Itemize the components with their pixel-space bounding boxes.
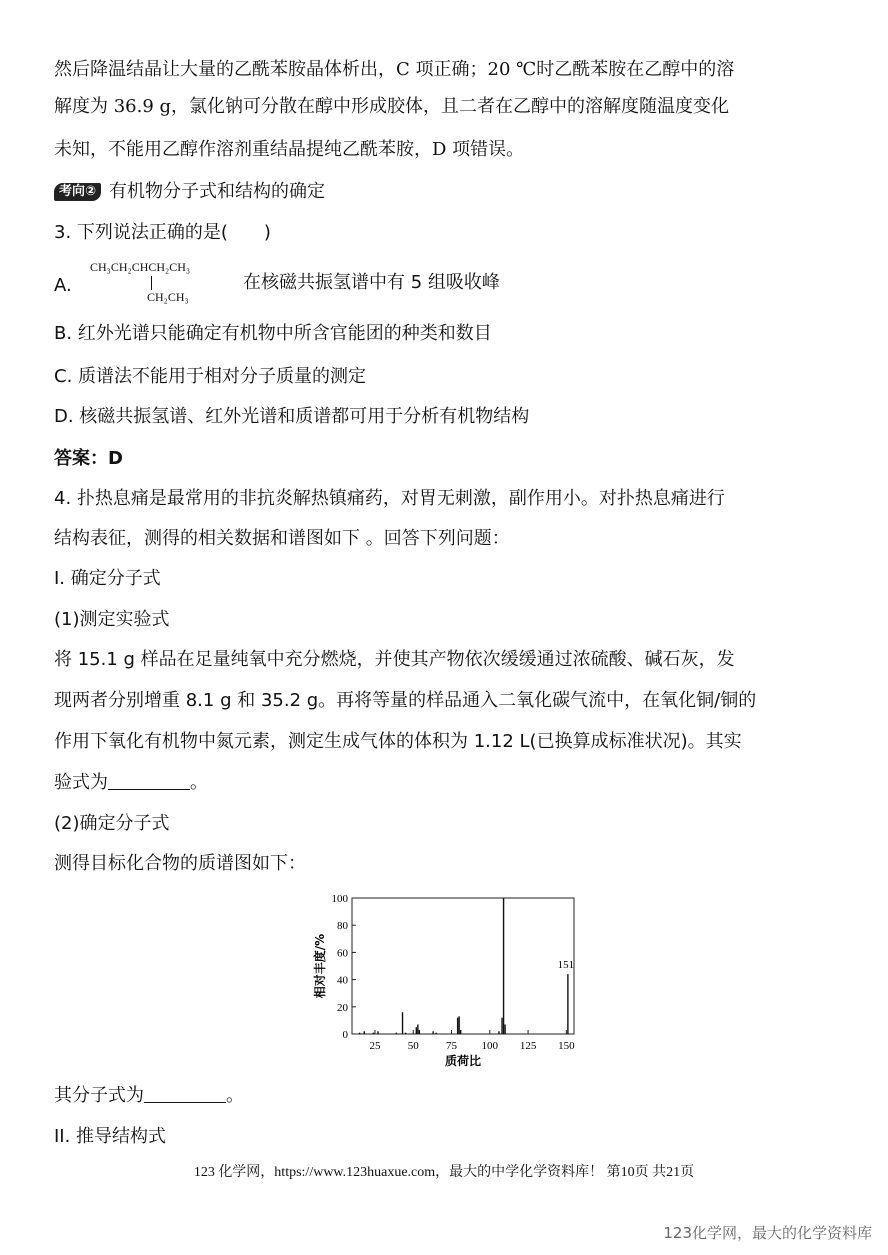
option-c: C. 质谱法不能用于相对分子质量的测定 [54, 366, 367, 387]
page-footer: 123 化学网，https://www.123huaxue.com，最大的中学化学资料库！ 第10页 共21页 [193, 1165, 695, 1180]
mass-spectrum-chart [310, 886, 590, 1071]
empirical-formula-prompt: 验式为 [54, 772, 108, 793]
answer: 答案：D [54, 448, 123, 469]
x-tick-label: 100 [481, 1040, 499, 1052]
chart-intro: 测得目标化合物的质谱图如下： [54, 853, 306, 874]
section-tag: 考向② [54, 183, 101, 201]
question-3: 3. 下列说法正确的是( ) [54, 222, 271, 243]
y-tick-label: 20 [337, 1001, 348, 1014]
molecular-formula-prompt: 其分子式为 [54, 1085, 144, 1106]
question-4-line-1: 4. 扑热息痛是最常用的非抗炎解热镇痛药，对胃无刺激，副作用小。对扑热息痛进行 [54, 488, 725, 509]
text-line-1: 然后降温结晶让大量的乙酰苯胺晶体析出，C 项正确；20 ℃时乙酰苯胺在乙醇中的溶 [54, 59, 735, 80]
part-2-heading: II. 推导结构式 [54, 1126, 167, 1147]
y-tick-label: 60 [337, 947, 348, 960]
paragraph-line-4 [54, 771, 208, 795]
paragraph-line-2: 现两者分别增重 8.1 g 和 35.2 g。再将等量的样品通入二氧化碳气流中，在氧化铜/铜的 [54, 690, 757, 711]
answer-blank-1[interactable] [108, 773, 190, 790]
y-tick-label: 0 [342, 1029, 348, 1041]
answer-blank-2[interactable] [144, 1086, 226, 1103]
section-heading [54, 180, 325, 204]
text-line-2: 解度为 36.9 g，氯化钠可分散在醇中形成胶体，且二者在乙醇中的溶解度随温度变化 [54, 96, 730, 117]
option-b: B. 红外光谱只能确定有机物中所含官能团的种类和数目 [54, 323, 492, 344]
formula-branch: CH₂CH₃ [147, 290, 189, 304]
y-tick-label: 40 [337, 974, 348, 987]
molecular-formula-line [54, 1084, 244, 1108]
x-tick-label: 75 [446, 1040, 458, 1052]
formula-bond [151, 276, 152, 290]
sub-heading-2: (2)确定分子式 [54, 813, 170, 834]
paragraph-line-1: 将 15.1 g 样品在足量纯氧中充分燃烧，并使其产物依次缓缓通过浓硫酸、碱石灰，发 [54, 649, 735, 670]
plot-frame [352, 898, 574, 1034]
x-axis-label: 质荷比 [444, 1054, 482, 1068]
watermark: 123化学网，最大的化学资料库 [663, 1224, 872, 1242]
structural-formula [90, 260, 191, 304]
y-tick-label: 80 [337, 920, 348, 933]
option-d: D. 核磁共振氢谱、红外光谱和质谱都可用于分析有机物结构 [54, 406, 530, 427]
x-tick-label: 25 [369, 1040, 381, 1052]
x-tick-label: 50 [407, 1040, 419, 1052]
formula-main-chain: CH₃CH₂CHCH₂CH₃ [90, 260, 191, 274]
part-1-heading: I. 确定分子式 [54, 568, 161, 589]
section-title: 有机物分子式和结构的确定 [109, 181, 326, 202]
peak-label: 151 [557, 959, 575, 972]
y-tick-label: 100 [331, 893, 348, 905]
sub-heading-1: (1)测定实验式 [54, 609, 170, 630]
option-a-text: 在核磁共振氢谱中有 5 组吸收峰 [243, 272, 500, 293]
text-line-3: 未知，不能用乙醇作溶剂重结晶提纯乙酰苯胺，D 项错误。 [54, 139, 525, 160]
period-1: 。 [190, 772, 208, 793]
x-tick-label: 125 [519, 1040, 537, 1052]
option-a-label: A. [54, 275, 72, 296]
paragraph-line-3: 作用下氧化有机物中氮元素，测定生成气体的体积为 1.12 L(已换算成标准状况)。其实 [54, 731, 742, 752]
period-2: 。 [226, 1085, 244, 1106]
y-axis-label: 相对丰度/% [313, 933, 327, 999]
x-tick-label: 150 [558, 1040, 575, 1052]
question-4-line-2: 结构表征，测得的相关数据和谱图如下 。回答下列问题： [54, 528, 510, 549]
